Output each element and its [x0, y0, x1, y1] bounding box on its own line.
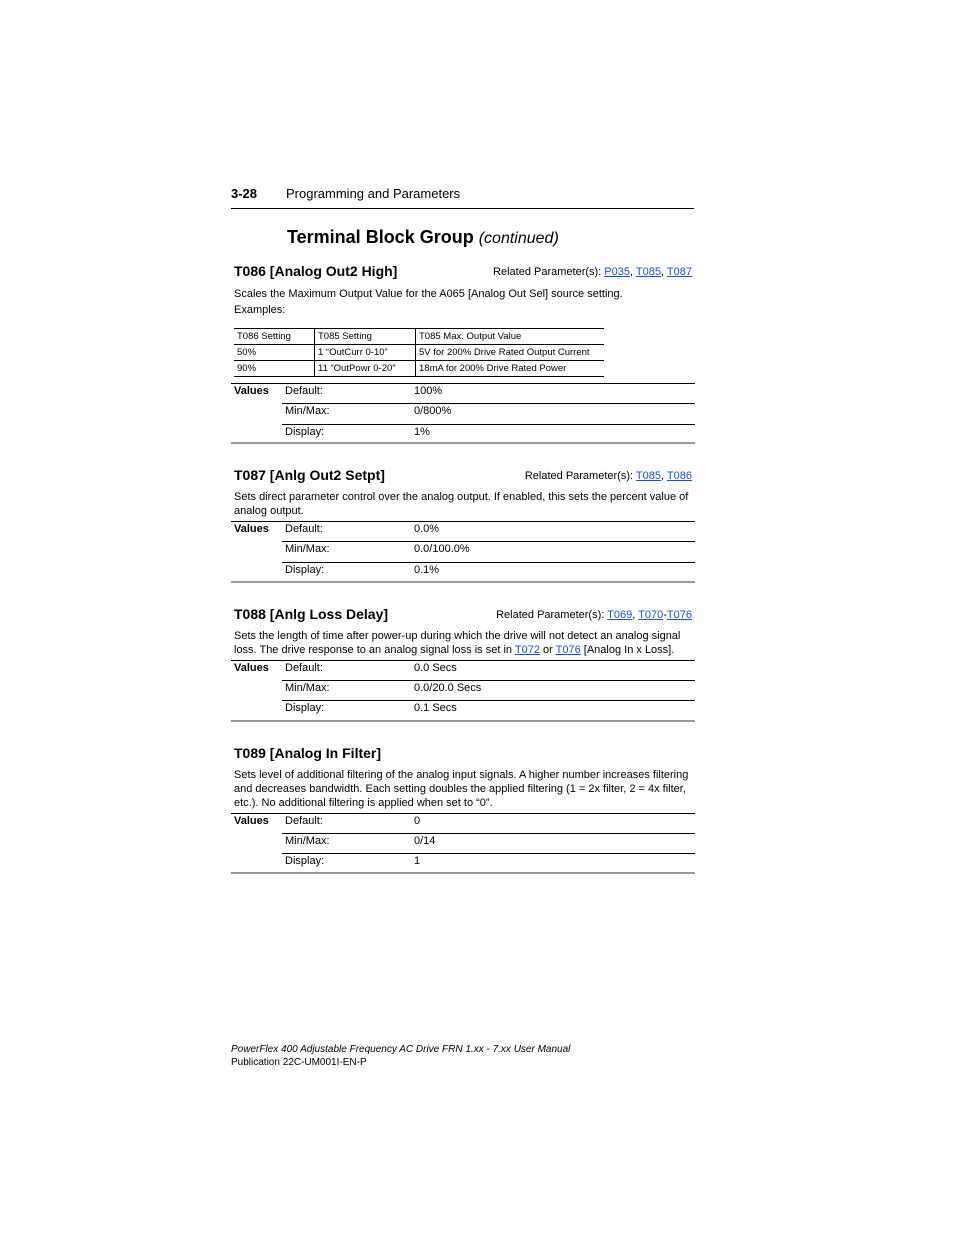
page-number: 3-28: [231, 186, 258, 201]
table-header-cell: T085 Setting: [315, 329, 416, 345]
t088-description: [234, 629, 694, 657]
table-cell: 90%: [234, 361, 315, 377]
table-header-cell: T085 Max. Output Value: [416, 329, 605, 345]
link-t087[interactable]: T087: [666, 266, 692, 278]
minmax-value: 0/14: [414, 835, 436, 847]
row-divider: [282, 680, 695, 681]
t086-title: T086 [Analog Out2 High]: [234, 263, 398, 279]
display-label: Display:: [285, 855, 325, 867]
table-row: [234, 345, 604, 361]
t087-title: T087 [Anlg Out2 Setpt]: [234, 467, 385, 483]
row-divider: [282, 541, 695, 542]
minmax-value: 0.0/100.0%: [414, 543, 470, 555]
display-row: [282, 702, 695, 722]
footer-manual-title: PowerFlex 400 Adjustable Frequency AC Drive FRN 1.xx - 7.xx User Manual: [231, 1044, 571, 1055]
table-cell: 5V for 200% Drive Rated Output Current: [416, 345, 605, 361]
table-row: [234, 361, 604, 377]
values-bottom-rule: [231, 720, 695, 722]
table-cell: 11 “OutPowr 0-20”: [315, 361, 416, 377]
footer-publication: Publication 22C-UM001I-EN-P: [231, 1057, 367, 1068]
values-label: Values: [234, 523, 269, 535]
values-top-rule: [231, 660, 695, 661]
group-title: [287, 227, 559, 248]
link-t069[interactable]: T069: [607, 609, 633, 621]
default-value: 100%: [414, 385, 443, 397]
values-label: Values: [234, 815, 269, 827]
group-title-text: Terminal Block Group: [287, 227, 474, 247]
link-t086[interactable]: T086: [666, 470, 692, 482]
display-value: 0.1 Secs: [414, 702, 457, 714]
header-rule: [231, 208, 694, 209]
default-value: 0.0%: [414, 523, 440, 535]
t086-examples-label: Examples:: [234, 304, 286, 316]
minmax-value: 0/800%: [414, 405, 452, 417]
link-t072[interactable]: T072: [514, 644, 540, 656]
values-bottom-rule: [231, 872, 695, 874]
default-value: 0: [414, 815, 421, 827]
display-value: 1%: [414, 426, 430, 438]
default-label: Default:: [285, 662, 323, 674]
values-label: Values: [234, 662, 269, 674]
values-top-rule: [231, 813, 695, 814]
values-label: Values: [234, 385, 269, 397]
minmax-row: [282, 682, 695, 702]
link-t085[interactable]: T085: [635, 266, 661, 278]
row-divider: [282, 833, 695, 834]
row-divider: [282, 853, 695, 854]
link-t070[interactable]: T070: [638, 609, 664, 621]
minmax-row: [282, 405, 695, 425]
values-top-rule: [231, 521, 695, 522]
display-label: Display:: [285, 426, 325, 438]
link-t076[interactable]: T076: [555, 644, 581, 656]
table-cell: 1 “OutCurr 0-10”: [315, 345, 416, 361]
display-label: Display:: [285, 702, 325, 714]
default-row: [282, 385, 695, 405]
default-label: Default:: [285, 815, 323, 827]
row-divider: [282, 403, 695, 404]
t086-description: Scales the Maximum Output Value for the A065 [Analog Out Sel] source setting.: [234, 288, 623, 300]
minmax-value: 0.0/20.0 Secs: [414, 682, 482, 694]
table-header-row: [234, 329, 604, 345]
related-label: Related Parameter(s):: [493, 266, 605, 278]
default-label: Default:: [285, 385, 323, 397]
minmax-label: Min/Max:: [285, 405, 330, 417]
section-title: Programming and Parameters: [286, 186, 461, 201]
values-bottom-rule: [231, 581, 695, 583]
t087-related: Related Parameter(s): T085, T086: [524, 470, 692, 482]
t088-related: Related Parameter(s): T069, T070-T076: [496, 609, 692, 621]
display-value: 1: [414, 855, 421, 867]
link-t076[interactable]: T076: [666, 609, 692, 621]
table-cell: 50%: [234, 345, 315, 361]
row-divider: [282, 700, 695, 701]
row-divider: [282, 424, 695, 425]
display-label: Display:: [285, 564, 325, 576]
continued-label: (continued): [478, 230, 559, 247]
related-label: Related Parameter(s):: [524, 470, 636, 482]
t086-related: Related Parameter(s): P035, T085, T087: [493, 266, 692, 278]
default-label: Default:: [285, 523, 323, 535]
t088-title: T088 [Anlg Loss Delay]: [234, 606, 389, 622]
default-row: [282, 523, 695, 543]
t088-description-pre: Sets the length of time after power-up during which the drive will not detect an analog signal loss. The drive response to an analog signal loss is set in: [234, 630, 681, 656]
values-top-rule: [231, 383, 695, 384]
t086-examples-table: [234, 328, 604, 377]
minmax-row: [282, 543, 695, 563]
t088-description-mid: or: [539, 644, 556, 656]
t088-description-post: [Analog In x Loss].: [580, 644, 675, 656]
t089-title: T089 [Analog In Filter]: [234, 745, 382, 761]
link-t085[interactable]: T085: [635, 470, 661, 482]
table-cell: 18mA for 200% Drive Rated Power: [416, 361, 605, 377]
table-header-cell: T086 Setting: [234, 329, 315, 345]
values-bottom-rule: [231, 442, 695, 444]
minmax-label: Min/Max:: [285, 835, 330, 847]
t087-description: Sets direct parameter control over the analog output. If enabled, this sets the percent value of analog output.: [234, 491, 689, 517]
row-divider: [282, 562, 695, 563]
link-p035[interactable]: P035: [604, 266, 630, 278]
default-row: [282, 815, 695, 835]
t089-description: Sets level of additional filtering of the analog input signals. A higher number increases filtering and decreases bandwidth. Each setting doubles the applied filtering (1 = 2x filter, 2 = 4x filter, etc.). No additional filtering is applied when set to “0”.: [234, 769, 689, 809]
minmax-label: Min/Max:: [285, 543, 330, 555]
related-label: Related Parameter(s):: [496, 609, 608, 621]
minmax-row: [282, 835, 695, 855]
display-value: 0.1%: [414, 564, 440, 576]
default-value: 0.0 Secs: [414, 662, 457, 674]
minmax-label: Min/Max:: [285, 682, 330, 694]
default-row: [282, 662, 695, 682]
